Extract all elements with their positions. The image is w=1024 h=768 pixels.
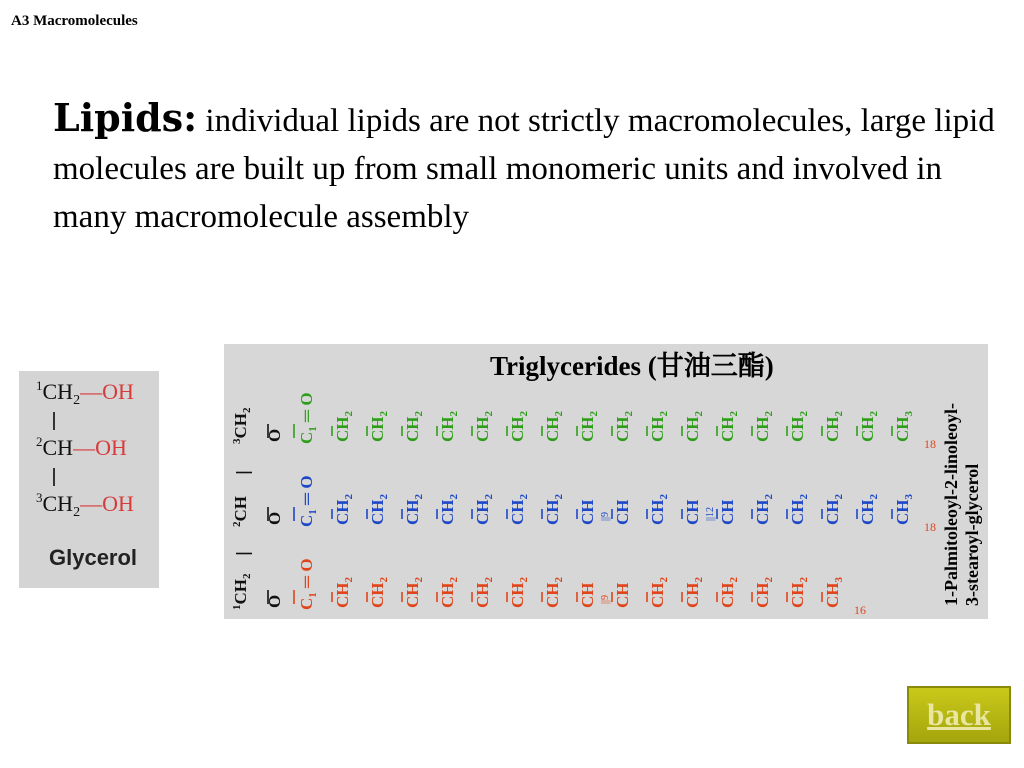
glycerol-row-2: $^2$CH—OH [36, 434, 127, 460]
chain-2-unit-8: CH [578, 499, 597, 525]
chain-2-unit-6: $CH_2$ [508, 494, 530, 525]
chain-1-unit-17: $CH_3$ [893, 411, 915, 442]
back-button-label[interactable]: back [927, 697, 991, 732]
chain-3-unit-6: $CH_2$ [508, 577, 530, 608]
chain-3-unit-15: $CH_3$ [823, 577, 845, 608]
ester-oxygen-3: O [265, 594, 284, 608]
carbonyl-3: $C_1$ ═ O [297, 558, 319, 610]
chain-3-unit-13: $CH_2$ [753, 577, 775, 608]
chain-1-unit-6: $CH_2$ [508, 411, 530, 442]
hydroxyl-1: OH [102, 379, 134, 404]
triglyceride-structure [224, 344, 988, 619]
chain-2-unit-3: $CH_2$ [403, 494, 425, 525]
chain-1-unit-11: $CH_2$ [683, 411, 705, 442]
triglyceride-title: Triglycerides (甘油三酯) [490, 351, 774, 381]
glycerol-row-3: $^3CH_2—OH$ [36, 490, 134, 520]
chain-3-unit-5: $CH_2$ [473, 577, 495, 608]
chain-1-unit-1: $CH_2$ [333, 411, 355, 442]
chain-1-unit-14: $CH_2$ [788, 411, 810, 442]
chain-2-unit-15: $CH_2$ [823, 494, 845, 525]
chain-2-unit-1: $CH_2$ [333, 494, 355, 525]
chain-2-unit-7: $CH_2$ [543, 494, 565, 525]
chain-2-unit-17: $CH_3$ [893, 494, 915, 525]
chain-1-unit-5: $CH_2$ [473, 411, 495, 442]
chain-1-unit-15: $CH_2$ [823, 411, 845, 442]
chain-3-unit-14: $CH_2$ [788, 577, 810, 608]
ester-oxygen-2: O [265, 511, 284, 525]
hydroxyl-3: OH [102, 491, 134, 516]
chain-1-unit-9: $CH_2$ [613, 411, 635, 442]
slide-label: A3 Macromolecules [11, 13, 138, 29]
chain-1-unit-10: $CH_2$ [648, 411, 670, 442]
glycerol-bond-1 [53, 412, 55, 430]
chain-3-double-bond-9: ||9 [600, 594, 611, 604]
chain-2-double-bond-12: ||12 [705, 506, 716, 521]
chain-2-double-bond-9: ||9 [600, 511, 611, 521]
chain-1-unit-4: $CH_2$ [438, 411, 460, 442]
glycerol-bond-2 [53, 468, 55, 486]
chain-2-unit-10: $CH_2$ [648, 494, 670, 525]
chain-2-unit-9: CH [613, 499, 632, 525]
chain-1-unit-13: $CH_2$ [753, 411, 775, 442]
carbonyl-2: $C_1$ ═ O [297, 475, 319, 527]
chain-1-length: 18 [924, 437, 936, 451]
lipids-description: individual lipids are not strictly macromolecules, large lipid molecules are built up from small monomeric units and involved in many macromolecule assembly [53, 103, 995, 235]
chain-1-unit-16: $CH_2$ [858, 411, 880, 442]
backbone-1: $^3CH_2$ [231, 407, 253, 444]
chain-2-unit-16: $CH_2$ [858, 494, 880, 525]
back-button[interactable] [907, 686, 1011, 744]
chain-2-unit-5: $CH_2$ [473, 494, 495, 525]
ester-oxygen-1: O [265, 428, 284, 442]
chain-3-length: 16 [854, 603, 866, 617]
triglyceride-diagram [224, 344, 988, 619]
glycerol-row-1: $^1CH_2—OH$ [36, 378, 134, 408]
chain-3-unit-8: CH [578, 582, 597, 608]
chain-2-unit-4: $CH_2$ [438, 494, 460, 525]
chain-3-unit-9: CH [613, 582, 632, 608]
chain-1-unit-3: $CH_2$ [403, 411, 425, 442]
chain-3-unit-12: $CH_2$ [718, 577, 740, 608]
chain-3-unit-11: $CH_2$ [683, 577, 705, 608]
triglyceride-name: 1-Palmitoleoyl-2-linoleoyl- 3-stearoyl-glycerol [941, 403, 982, 606]
lipids-definition [53, 94, 1013, 241]
chain-2-unit-12: CH [718, 499, 737, 525]
chain-3-unit-10: $CH_2$ [648, 577, 670, 608]
backbone-3: $^1CH_2$ [231, 573, 253, 610]
chain-2-length: 18 [924, 520, 936, 534]
chain-2-unit-11: CH [683, 499, 702, 525]
carbonyl-1: $C_1$ ═ O [297, 392, 319, 444]
hydroxyl-2: OH [95, 435, 127, 460]
chain-3-unit-1: $CH_2$ [333, 577, 355, 608]
glycerol-structure [19, 371, 159, 588]
chain-1-unit-12: $CH_2$ [718, 411, 740, 442]
chain-2-unit-14: $CH_2$ [788, 494, 810, 525]
chain-1-unit-2: $CH_2$ [368, 411, 390, 442]
chain-2-unit-2: $CH_2$ [368, 494, 390, 525]
chain-2-unit-13: $CH_2$ [753, 494, 775, 525]
chain-3-unit-4: $CH_2$ [438, 577, 460, 608]
backbone-2: $^2$CH [231, 496, 250, 527]
chain-3-unit-2: $CH_2$ [368, 577, 390, 608]
chain-3-unit-7: $CH_2$ [543, 577, 565, 608]
chain-1-unit-8: $CH_2$ [578, 411, 600, 442]
chain-1-unit-7: $CH_2$ [543, 411, 565, 442]
glycerol-caption: Glycerol [49, 545, 138, 570]
lipids-term: Lipids: [53, 95, 198, 140]
chain-3-unit-3: $CH_2$ [403, 577, 425, 608]
